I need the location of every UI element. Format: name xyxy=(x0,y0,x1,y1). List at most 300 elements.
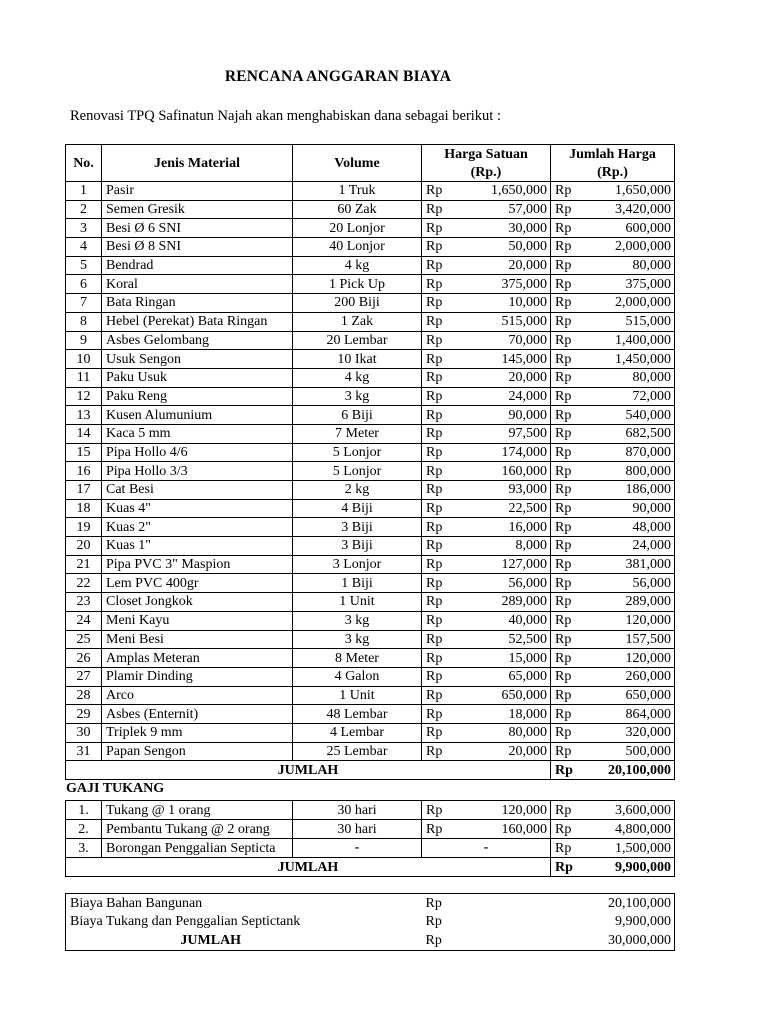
material-no: 18 xyxy=(66,499,102,518)
wage-row xyxy=(66,839,675,858)
material-total: 1,650,000 xyxy=(579,182,675,201)
material-total-currency: Rp xyxy=(551,481,579,500)
materials-total-currency: Rp xyxy=(551,761,579,780)
material-total: 48,000 xyxy=(579,518,675,537)
material-price: 20,000 xyxy=(452,742,551,761)
material-no: 1 xyxy=(66,182,102,201)
material-row xyxy=(66,481,675,500)
material-price-currency: Rp xyxy=(422,312,452,331)
material-price-currency: Rp xyxy=(422,555,452,574)
material-volume: 3 kg xyxy=(293,387,422,406)
materials-total-label: JUMLAH xyxy=(66,761,551,780)
material-volume: 7 Meter xyxy=(293,424,422,443)
header-harga-satuan: Harga Satuan xyxy=(422,145,551,164)
material-volume: 60 Zak xyxy=(293,200,422,219)
material-row xyxy=(66,312,675,331)
material-total-currency: Rp xyxy=(551,312,579,331)
material-no: 15 xyxy=(66,443,102,462)
document-title: RENCANA ANGGARAN BIAYA xyxy=(224,68,452,85)
material-name: Paku Usuk xyxy=(102,368,293,387)
wage-price: 160,000 xyxy=(452,820,551,839)
wages-title: GAJI TUKANG xyxy=(66,781,165,796)
material-price: 97,500 xyxy=(452,424,551,443)
material-price-currency: Rp xyxy=(422,537,452,556)
material-total-currency: Rp xyxy=(551,518,579,537)
summary-total-row xyxy=(66,931,675,950)
material-price: 20,000 xyxy=(452,368,551,387)
material-name: Cat Besi xyxy=(102,481,293,500)
material-name: Plamir Dinding xyxy=(102,667,293,686)
material-no: 9 xyxy=(66,331,102,350)
material-volume: 25 Lembar xyxy=(293,742,422,761)
material-price: 52,500 xyxy=(452,630,551,649)
wages-total-label: JUMLAH xyxy=(66,858,551,877)
material-volume: 40 Lonjor xyxy=(293,238,422,257)
material-volume: 4 Lembar xyxy=(293,723,422,742)
material-price-currency: Rp xyxy=(422,667,452,686)
material-name: Lem PVC 400gr xyxy=(102,574,293,593)
material-row xyxy=(66,630,675,649)
material-name: Pipa PVC 3" Maspion xyxy=(102,555,293,574)
summary-currency: Rp xyxy=(425,895,442,911)
material-row xyxy=(66,499,675,518)
material-row xyxy=(66,424,675,443)
material-name: Papan Sengon xyxy=(102,742,293,761)
material-no: 10 xyxy=(66,350,102,369)
summary-total-currency: Rp xyxy=(425,932,442,948)
material-no: 7 xyxy=(66,294,102,313)
wage-name: Pembantu Tukang @ 2 orang xyxy=(102,820,293,839)
material-no: 16 xyxy=(66,462,102,481)
summary-row xyxy=(66,894,675,913)
material-no: 8 xyxy=(66,312,102,331)
material-name: Paku Reng xyxy=(102,387,293,406)
material-price: 20,000 xyxy=(452,256,551,275)
material-name: Bendrad xyxy=(102,256,293,275)
material-price-currency: Rp xyxy=(422,331,452,350)
material-total-currency: Rp xyxy=(551,742,579,761)
material-name: Closet Jongkok xyxy=(102,593,293,612)
header-volume: Volume xyxy=(293,145,422,182)
material-volume: 20 Lonjor xyxy=(293,219,422,238)
material-volume: 3 kg xyxy=(293,630,422,649)
material-volume: 1 Truk xyxy=(293,182,422,201)
header-harga-satuan-unit: (Rp.) xyxy=(422,163,551,182)
wage-no: 2. xyxy=(66,820,102,839)
material-name: Kuas 1" xyxy=(102,537,293,556)
material-price-currency: Rp xyxy=(422,275,452,294)
material-no: 20 xyxy=(66,537,102,556)
material-total: 864,000 xyxy=(579,705,675,724)
material-volume: 4 kg xyxy=(293,368,422,387)
wage-row xyxy=(66,820,675,839)
material-total: 500,000 xyxy=(579,742,675,761)
material-total: 1,400,000 xyxy=(579,331,675,350)
material-total-currency: Rp xyxy=(551,499,579,518)
material-price: 18,000 xyxy=(452,705,551,724)
material-price: 289,000 xyxy=(452,593,551,612)
material-name: Besi Ø 8 SNI xyxy=(102,238,293,257)
summary-label: Biaya Bahan Bangunan xyxy=(70,895,203,911)
material-total-currency: Rp xyxy=(551,462,579,481)
material-name: Pipa Hollo 4/6 xyxy=(102,443,293,462)
material-price: 375,000 xyxy=(452,275,551,294)
wages-total-value: 9,900,000 xyxy=(579,858,675,877)
materials-total-row xyxy=(66,761,675,780)
material-price: 65,000 xyxy=(452,667,551,686)
wage-price-currency: Rp xyxy=(422,820,452,839)
material-volume: 200 Biji xyxy=(293,294,422,313)
material-total: 2,000,000 xyxy=(579,294,675,313)
material-price: 515,000 xyxy=(452,312,551,331)
wage-total-currency: Rp xyxy=(551,839,579,858)
material-volume: 2 kg xyxy=(293,481,422,500)
material-volume: 20 Lembar xyxy=(293,331,422,350)
wage-total: 4,800,000 xyxy=(579,820,675,839)
material-no: 5 xyxy=(66,256,102,275)
material-row xyxy=(66,649,675,668)
material-total-currency: Rp xyxy=(551,555,579,574)
material-name: Meni Besi xyxy=(102,630,293,649)
material-price-currency: Rp xyxy=(422,462,452,481)
material-price-currency: Rp xyxy=(422,406,452,425)
material-price-currency: Rp xyxy=(422,499,452,518)
material-price: 30,000 xyxy=(452,219,551,238)
material-total-currency: Rp xyxy=(551,424,579,443)
material-name: Asbes Gelombang xyxy=(102,331,293,350)
material-price: 56,000 xyxy=(452,574,551,593)
material-price-currency: Rp xyxy=(422,443,452,462)
material-total: 320,000 xyxy=(579,723,675,742)
material-name: Kuas 2" xyxy=(102,518,293,537)
material-price: 160,000 xyxy=(452,462,551,481)
wage-total: 3,600,000 xyxy=(579,801,675,820)
material-total-currency: Rp xyxy=(551,611,579,630)
material-no: 11 xyxy=(66,368,102,387)
header-jenis-material: Jenis Material xyxy=(102,145,293,182)
material-row xyxy=(66,574,675,593)
wage-total: 1,500,000 xyxy=(579,839,675,858)
material-name: Amplas Meteran xyxy=(102,649,293,668)
material-volume: 8 Meter xyxy=(293,649,422,668)
material-price: 8,000 xyxy=(452,537,551,556)
material-volume: 5 Lonjor xyxy=(293,462,422,481)
summary-value: 9,900,000 xyxy=(615,914,671,930)
material-row xyxy=(66,742,675,761)
material-price-currency: Rp xyxy=(422,742,452,761)
material-total-currency: Rp xyxy=(551,294,579,313)
material-price-currency: Rp xyxy=(422,611,452,630)
material-row xyxy=(66,294,675,313)
material-row xyxy=(66,368,675,387)
wage-row xyxy=(66,801,675,820)
intro-text: Renovasi TPQ Safinatun Najah akan menghabiskan dana sebagai berikut : xyxy=(70,108,501,124)
wages-total-row xyxy=(66,858,675,877)
material-row xyxy=(66,387,675,406)
material-total: 289,000 xyxy=(579,593,675,612)
material-price: 127,000 xyxy=(452,555,551,574)
material-row xyxy=(66,406,675,425)
material-total: 56,000 xyxy=(579,574,675,593)
material-total: 540,000 xyxy=(579,406,675,425)
material-no: 26 xyxy=(66,649,102,668)
material-price-currency: Rp xyxy=(422,219,452,238)
material-total: 381,000 xyxy=(579,555,675,574)
material-volume: 3 Biji xyxy=(293,537,422,556)
material-total: 90,000 xyxy=(579,499,675,518)
material-name: Semen Gresik xyxy=(102,200,293,219)
material-total-currency: Rp xyxy=(551,443,579,462)
material-total: 682,500 xyxy=(579,424,675,443)
material-price: 57,000 xyxy=(452,200,551,219)
material-row xyxy=(66,537,675,556)
header-jumlah-harga-unit: (Rp.) xyxy=(551,163,675,182)
material-name: Kaca 5 mm xyxy=(102,424,293,443)
material-volume: 3 kg xyxy=(293,611,422,630)
material-no: 25 xyxy=(66,630,102,649)
material-no: 22 xyxy=(66,574,102,593)
material-total: 186,000 xyxy=(579,481,675,500)
material-volume: 1 Unit xyxy=(293,593,422,612)
material-name: Asbes (Enternit) xyxy=(102,705,293,724)
material-name: Pasir xyxy=(102,182,293,201)
material-price: 22,500 xyxy=(452,499,551,518)
material-total-currency: Rp xyxy=(551,387,579,406)
material-total: 80,000 xyxy=(579,256,675,275)
material-row xyxy=(66,256,675,275)
header-jumlah-harga: Jumlah Harga xyxy=(551,145,675,164)
summary-body xyxy=(66,894,675,932)
material-total-currency: Rp xyxy=(551,686,579,705)
material-no: 29 xyxy=(66,705,102,724)
materials-body xyxy=(66,182,675,761)
material-no: 3 xyxy=(66,219,102,238)
material-total-currency: Rp xyxy=(551,368,579,387)
material-price-currency: Rp xyxy=(422,387,452,406)
material-name: Kuas 4" xyxy=(102,499,293,518)
wage-total-currency: Rp xyxy=(551,801,579,820)
material-total-currency: Rp xyxy=(551,630,579,649)
header-no: No. xyxy=(66,145,102,182)
material-no: 12 xyxy=(66,387,102,406)
material-no: 31 xyxy=(66,742,102,761)
material-total-currency: Rp xyxy=(551,649,579,668)
material-volume: 5 Lonjor xyxy=(293,443,422,462)
wages-body xyxy=(66,801,675,858)
summary-total-value: 30,000,000 xyxy=(608,932,671,948)
material-price: 90,000 xyxy=(452,406,551,425)
material-price-currency: Rp xyxy=(422,630,452,649)
material-row xyxy=(66,462,675,481)
material-row xyxy=(66,238,675,257)
material-price-currency: Rp xyxy=(422,350,452,369)
material-total: 2,000,000 xyxy=(579,238,675,257)
material-total-currency: Rp xyxy=(551,723,579,742)
material-price-currency: Rp xyxy=(422,238,452,257)
material-price: 16,000 xyxy=(452,518,551,537)
material-volume: 48 Lembar xyxy=(293,705,422,724)
wage-price: - xyxy=(422,839,551,858)
material-no: 6 xyxy=(66,275,102,294)
material-no: 30 xyxy=(66,723,102,742)
material-price: 40,000 xyxy=(452,611,551,630)
material-volume: 4 Biji xyxy=(293,499,422,518)
material-name: Bata Ringan xyxy=(102,294,293,313)
material-total: 157,500 xyxy=(579,630,675,649)
material-row xyxy=(66,667,675,686)
material-no: 24 xyxy=(66,611,102,630)
material-no: 4 xyxy=(66,238,102,257)
material-row xyxy=(66,705,675,724)
material-total: 650,000 xyxy=(579,686,675,705)
material-price-currency: Rp xyxy=(422,424,452,443)
material-price: 145,000 xyxy=(452,350,551,369)
material-row xyxy=(66,200,675,219)
material-row xyxy=(66,443,675,462)
wage-price: 120,000 xyxy=(452,801,551,820)
materials-total-value: 20,100,000 xyxy=(579,761,675,780)
material-price: 650,000 xyxy=(452,686,551,705)
material-price: 80,000 xyxy=(452,723,551,742)
material-total: 3,420,000 xyxy=(579,200,675,219)
material-row xyxy=(66,331,675,350)
wage-volume: 30 hari xyxy=(293,820,422,839)
material-no: 23 xyxy=(66,593,102,612)
material-total-currency: Rp xyxy=(551,667,579,686)
material-price: 24,000 xyxy=(452,387,551,406)
material-name: Kusen Alumunium xyxy=(102,406,293,425)
material-total: 800,000 xyxy=(579,462,675,481)
material-price: 174,000 xyxy=(452,443,551,462)
material-price-currency: Rp xyxy=(422,481,452,500)
material-price-currency: Rp xyxy=(422,686,452,705)
wage-name: Borongan Penggalian Septicta xyxy=(102,839,293,858)
material-total-currency: Rp xyxy=(551,406,579,425)
material-no: 27 xyxy=(66,667,102,686)
material-total-currency: Rp xyxy=(551,705,579,724)
material-total-currency: Rp xyxy=(551,537,579,556)
material-price-currency: Rp xyxy=(422,649,452,668)
summary-total-label: JUMLAH xyxy=(180,932,242,948)
material-row xyxy=(66,593,675,612)
material-name: Triplek 9 mm xyxy=(102,723,293,742)
material-volume: 6 Biji xyxy=(293,406,422,425)
material-total-currency: Rp xyxy=(551,200,579,219)
material-total-currency: Rp xyxy=(551,350,579,369)
material-row xyxy=(66,350,675,369)
material-price-currency: Rp xyxy=(422,256,452,275)
material-name: Usuk Sengon xyxy=(102,350,293,369)
material-total: 80,000 xyxy=(579,368,675,387)
material-price: 70,000 xyxy=(452,331,551,350)
material-total: 260,000 xyxy=(579,667,675,686)
material-name: Pipa Hollo 3/3 xyxy=(102,462,293,481)
wage-total-currency: Rp xyxy=(551,820,579,839)
material-volume: 3 Biji xyxy=(293,518,422,537)
material-row xyxy=(66,219,675,238)
material-no: 21 xyxy=(66,555,102,574)
material-total: 600,000 xyxy=(579,219,675,238)
material-price-currency: Rp xyxy=(422,705,452,724)
material-name: Besi Ø 6 SNI xyxy=(102,219,293,238)
material-row xyxy=(66,555,675,574)
wage-no: 1. xyxy=(66,801,102,820)
material-total: 24,000 xyxy=(579,537,675,556)
material-no: 2 xyxy=(66,200,102,219)
material-total-currency: Rp xyxy=(551,593,579,612)
material-price-currency: Rp xyxy=(422,368,452,387)
wage-volume: 30 hari xyxy=(293,801,422,820)
material-row xyxy=(66,723,675,742)
material-price-currency: Rp xyxy=(422,182,452,201)
material-no: 28 xyxy=(66,686,102,705)
material-no: 19 xyxy=(66,518,102,537)
material-price: 93,000 xyxy=(452,481,551,500)
materials-table xyxy=(65,144,675,780)
material-price: 15,000 xyxy=(452,649,551,668)
material-row xyxy=(66,518,675,537)
wage-name: Tukang @ 1 orang xyxy=(102,801,293,820)
material-no: 17 xyxy=(66,481,102,500)
material-price-currency: Rp xyxy=(422,574,452,593)
material-price: 50,000 xyxy=(452,238,551,257)
material-total: 120,000 xyxy=(579,611,675,630)
material-volume: 10 Ikat xyxy=(293,350,422,369)
material-total: 375,000 xyxy=(579,275,675,294)
material-price-currency: Rp xyxy=(422,200,452,219)
material-name: Hebel (Perekat) Bata Ringan xyxy=(102,312,293,331)
material-volume: 1 Zak xyxy=(293,312,422,331)
material-total: 1,450,000 xyxy=(579,350,675,369)
summary-table xyxy=(65,893,675,951)
material-price: 10,000 xyxy=(452,294,551,313)
material-name: Arco xyxy=(102,686,293,705)
material-total: 515,000 xyxy=(579,312,675,331)
material-total-currency: Rp xyxy=(551,574,579,593)
material-volume: 1 Pick Up xyxy=(293,275,422,294)
material-total-currency: Rp xyxy=(551,182,579,201)
material-name: Meni Kayu xyxy=(102,611,293,630)
material-price: 1,650,000 xyxy=(452,182,551,201)
material-price-currency: Rp xyxy=(422,723,452,742)
material-row xyxy=(66,686,675,705)
material-volume: 3 Lonjor xyxy=(293,555,422,574)
material-no: 13 xyxy=(66,406,102,425)
material-row xyxy=(66,611,675,630)
summary-currency: Rp xyxy=(425,914,442,930)
material-total: 72,000 xyxy=(579,387,675,406)
wages-table xyxy=(65,800,675,877)
material-no: 14 xyxy=(66,424,102,443)
material-row xyxy=(66,182,675,201)
material-row xyxy=(66,275,675,294)
material-total-currency: Rp xyxy=(551,275,579,294)
material-total-currency: Rp xyxy=(551,331,579,350)
summary-value: 20,100,000 xyxy=(608,895,671,911)
material-volume: 4 Galon xyxy=(293,667,422,686)
material-total-currency: Rp xyxy=(551,256,579,275)
wage-no: 3. xyxy=(66,839,102,858)
wage-price-currency: Rp xyxy=(422,801,452,820)
material-price-currency: Rp xyxy=(422,593,452,612)
summary-label: Biaya Tukang dan Penggalian Septictank xyxy=(70,914,301,930)
material-volume: 1 Biji xyxy=(293,574,422,593)
material-volume: 4 kg xyxy=(293,256,422,275)
material-total: 120,000 xyxy=(579,649,675,668)
summary-row xyxy=(66,913,675,932)
material-price-currency: Rp xyxy=(422,294,452,313)
material-price-currency: Rp xyxy=(422,518,452,537)
